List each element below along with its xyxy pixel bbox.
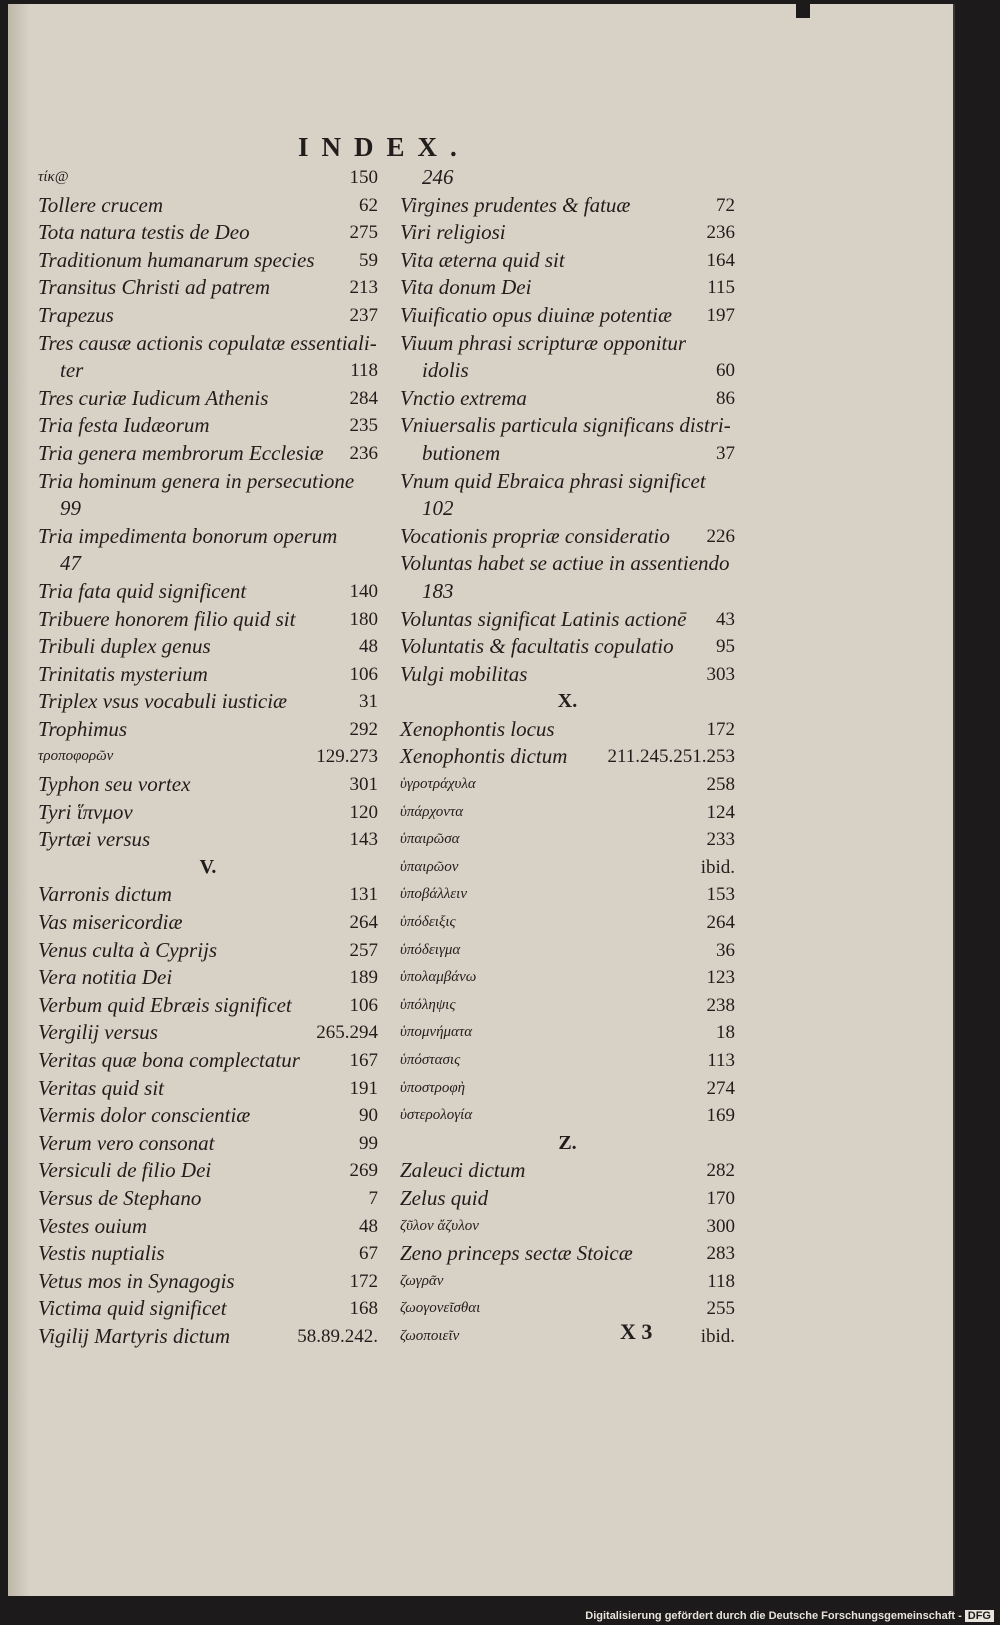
entry-text: Tres curiæ Iudicum Athenis: [38, 385, 269, 410]
index-entry: [400, 1102, 735, 1130]
entry-page-number: 264: [349, 912, 378, 934]
entry-page-number: 150: [349, 167, 378, 188]
index-column-right: [400, 164, 735, 1351]
entry-text: 99: [60, 496, 81, 521]
entry-page-number: 211.245.251.253: [607, 746, 735, 768]
index-entry: [400, 192, 735, 220]
entry-text: Vnum quid Ebraica phrasi significet: [400, 468, 706, 493]
entry-text: ὑπάρχοντα: [400, 803, 464, 820]
entry-text: Trinitatis mysterium: [38, 661, 208, 686]
entry-page-number: 124: [706, 801, 735, 823]
entry-page-number: 86: [716, 387, 735, 409]
index-entry: [38, 164, 378, 192]
entry-text: ὑποβάλλειν: [400, 886, 467, 903]
entry-text: 47: [60, 551, 81, 576]
index-entry: [400, 826, 735, 854]
index-entry: [400, 1268, 735, 1296]
index-entry: [38, 192, 378, 220]
entry-text: Voluntas habet se actiue in assentiendo: [400, 551, 730, 576]
entry-page-number: 235: [349, 415, 378, 437]
entry-text: Veritas quid sit: [38, 1075, 165, 1100]
index-entry: [400, 1157, 735, 1185]
entry-text: Vniuersalis particula significans distri-: [400, 413, 731, 438]
entry-text: Varronis dictum: [38, 882, 172, 907]
entry-text: Zelus quid: [400, 1185, 489, 1210]
entry-text: Voluntatis & facultatis copulatio: [400, 634, 674, 659]
entry-page-number: 180: [349, 608, 378, 630]
entry-page-number: 172: [706, 718, 735, 740]
entry-text: Tria genera membrorum Ecclesiæ: [38, 440, 324, 465]
entry-page-number: 58.89.242.: [297, 1325, 378, 1347]
index-entry: [38, 1075, 378, 1103]
entry-page-number: 274: [706, 1077, 735, 1099]
entry-text: ὑπαιρῶον: [400, 858, 459, 875]
index-entry: [400, 1075, 735, 1103]
index-entry: [400, 468, 735, 496]
index-entry: [38, 716, 378, 744]
entry-page-number: 131: [349, 884, 378, 906]
entry-page-number: 213: [349, 277, 378, 299]
entry-text: Trapezus: [38, 302, 114, 327]
entry-page-number: 106: [349, 994, 378, 1016]
entry-text: ὑπολαμβάνω: [400, 969, 477, 986]
index-entry: [400, 440, 735, 468]
index-entry: [38, 1019, 378, 1047]
index-entry: [38, 385, 378, 413]
entry-page-number: 226: [706, 525, 735, 547]
dfg-footer-text: Digitalisierung gefördert durch die Deutsche Forschungsgemeinschaft -: [585, 1610, 962, 1622]
entry-page-number: 62: [359, 194, 378, 216]
index-entry: [38, 881, 378, 909]
index-entry: [38, 468, 378, 496]
index-entry: [38, 247, 378, 275]
entry-text: ζῦλον ἄζυλον: [400, 1217, 479, 1234]
entry-page-number: 170: [706, 1187, 735, 1209]
index-entry: [400, 1213, 735, 1241]
entry-text: Veritas quæ bona complectatur: [38, 1048, 300, 1072]
page-corner-tab: [796, 4, 810, 18]
entry-page-number: 191: [349, 1077, 378, 1099]
index-header: INDEX.: [298, 132, 470, 162]
index-entry: [400, 1240, 735, 1268]
entry-text: Verbum quid Ebræis significet: [38, 992, 292, 1017]
entry-text: Venus culta à Cyprijs: [38, 937, 218, 962]
index-entry: [400, 219, 735, 247]
entry-text: Voluntas significat Latinis actionē: [400, 606, 687, 631]
index-entry: [38, 633, 378, 661]
entry-text: Virgines prudentes & fatuæ: [400, 192, 631, 217]
entry-text: Vulgi mobilitas: [400, 661, 528, 686]
entry-page-number: 72: [716, 194, 735, 216]
entry-text: X.: [557, 690, 578, 713]
entry-page-number: 59: [359, 249, 378, 271]
entry-page-number: 67: [359, 1243, 378, 1265]
index-entry: [400, 716, 735, 744]
entry-text: Versiculi de filio Dei: [38, 1158, 212, 1183]
entry-text: Xenophontis locus: [400, 716, 555, 741]
entry-text: Z.: [558, 1131, 577, 1154]
entry-page-number: 48: [359, 636, 378, 658]
index-entry: [38, 661, 378, 689]
entry-text: ὑπόδειγμα: [400, 941, 461, 958]
entry-text: Tria impedimenta bonorum operum: [38, 523, 338, 548]
entry-text: ζωογονεῖσθαι: [400, 1300, 481, 1317]
entry-text: 102: [422, 496, 454, 521]
index-entry: [400, 799, 735, 827]
entry-text: Tria festa Iudæorum: [38, 413, 210, 438]
entry-text: τίκ@: [38, 169, 69, 185]
entry-page-number: 18: [716, 1022, 735, 1044]
entry-page-number: 189: [349, 967, 378, 989]
entry-text: Viuificatio opus diuinæ potentiæ: [400, 302, 673, 327]
entry-text: Tres causæ actionis copulatæ essentiali-: [38, 330, 377, 355]
entry-text: Traditionum humanarum species: [38, 247, 315, 272]
index-entry: [38, 219, 378, 247]
index-entry: [38, 992, 378, 1020]
book-page: [8, 4, 955, 1596]
entry-page-number: 269: [349, 1160, 378, 1182]
index-entry: [38, 1240, 378, 1268]
entry-text: Tria fata quid significent: [38, 578, 247, 603]
entry-page-number: 37: [716, 442, 735, 464]
entry-text: τροποφορῶν: [38, 748, 114, 765]
entry-text: 246: [422, 165, 454, 189]
entry-page-number: 113: [707, 1050, 735, 1071]
entry-page-number: 233: [706, 829, 735, 851]
entry-page-number: 140: [349, 580, 378, 602]
entry-page-number: 284: [349, 387, 378, 409]
entry-page-number: 129.273: [316, 746, 378, 768]
index-entry: [38, 495, 378, 523]
entry-text: ὑστερολογία: [400, 1107, 473, 1124]
entry-page-number: 95: [716, 636, 735, 658]
entry-text: Vita donum Dei: [400, 275, 532, 300]
index-entry: [400, 385, 735, 413]
index-entry: [400, 992, 735, 1020]
index-entry: [400, 743, 735, 771]
index-entry: [400, 771, 735, 799]
index-entry: [400, 578, 735, 606]
entry-text: Zaleuci dictum: [400, 1158, 526, 1183]
index-entry: [400, 550, 735, 578]
entry-text: ὑπόστασις: [400, 1052, 461, 1068]
index-entry: [38, 1157, 378, 1185]
index-entry: [38, 1185, 378, 1213]
index-entry: [400, 661, 735, 689]
index-entry: [400, 247, 735, 275]
index-entry: [38, 550, 378, 578]
entry-text: V.: [199, 855, 217, 878]
entry-page-number: 99: [359, 1132, 378, 1154]
index-entry: [38, 1268, 378, 1296]
entry-page-number: 236: [349, 442, 378, 464]
index-entry: [400, 357, 735, 385]
entry-page-number: 275: [349, 222, 378, 244]
index-entry: [400, 523, 735, 551]
entry-text: ter: [60, 358, 84, 383]
index-entry: [38, 1102, 378, 1130]
index-entry: [38, 412, 378, 440]
entry-text: idolis: [422, 358, 469, 383]
entry-page-number: 300: [706, 1215, 735, 1237]
index-entry: [38, 1130, 378, 1158]
index-entry: [38, 274, 378, 302]
entry-page-number: 236: [706, 222, 735, 244]
index-entry: [38, 330, 378, 358]
entry-page-number: 257: [349, 939, 378, 961]
index-entry: [38, 606, 378, 634]
index-entry: [38, 964, 378, 992]
entry-page-number: 237: [349, 304, 378, 326]
entry-text: ὑπόδειξις: [400, 914, 456, 931]
signature-mark: X 3: [620, 1319, 653, 1344]
entry-text: Triplex vsus vocabuli iusticiæ: [38, 689, 288, 714]
section-letter: [38, 854, 378, 882]
index-entry: [400, 881, 735, 909]
section-letter: [400, 688, 735, 716]
index-entry: [400, 606, 735, 634]
entry-page-number: 283: [706, 1243, 735, 1265]
index-entry: [38, 578, 378, 606]
index-entry: [38, 688, 378, 716]
index-entry: [400, 964, 735, 992]
entry-text: ὑποστροφὴ: [400, 1079, 466, 1096]
index-entry: [38, 357, 378, 385]
entry-text: Trophimus: [38, 716, 128, 741]
entry-page-number: 167: [349, 1050, 378, 1071]
entry-text: ζωοποιεῖν: [400, 1327, 460, 1344]
index-entry: [38, 302, 378, 330]
entry-text: Verum vero consonat: [38, 1130, 215, 1155]
entry-page-number: 301: [349, 774, 378, 796]
entry-text: Vera notitia Dei: [38, 965, 173, 990]
index-entry: [38, 799, 378, 827]
dfg-footer: [585, 1610, 994, 1622]
index-entry: [400, 274, 735, 302]
index-entry: [38, 937, 378, 965]
entry-text: Tollere crucem: [38, 192, 164, 217]
index-entry: [400, 909, 735, 937]
entry-page-number: 265.294: [316, 1022, 378, 1044]
index-entry: [400, 1047, 735, 1075]
entry-text: Vestes ouium: [38, 1213, 148, 1238]
entry-text: Vocationis propriæ consideratio: [400, 523, 670, 548]
entry-text: Vermis dolor conscientiæ: [38, 1103, 251, 1128]
index-entry: [400, 495, 735, 523]
entry-text: Vita æterna quid sit: [400, 247, 565, 272]
entry-text: Tribuere honorem filio quid sit: [38, 606, 296, 631]
entry-text: Tota natura testis de Deo: [38, 220, 250, 245]
entry-text: Transitus Christi ad patrem: [38, 275, 271, 300]
entry-page-number: 282: [706, 1160, 735, 1182]
entry-page-number: 36: [716, 939, 735, 961]
entry-page-number: 168: [349, 1298, 378, 1320]
entry-page-number: 169: [706, 1105, 735, 1127]
entry-page-number: 90: [359, 1105, 378, 1127]
entry-page-number: 153: [706, 884, 735, 906]
entry-page-number: ibid.: [700, 1325, 735, 1347]
index-entry: [38, 1295, 378, 1323]
entry-page-number: 264: [706, 912, 735, 934]
entry-text: Zeno princeps sectæ Stoicæ: [400, 1241, 633, 1266]
entry-text: Vas misericordiæ: [38, 910, 183, 935]
index-entry: [38, 743, 378, 771]
section-letter: [400, 1130, 735, 1158]
index-entry: [400, 937, 735, 965]
entry-page-number: ibid.: [700, 856, 735, 878]
entry-page-number: 172: [349, 1270, 378, 1292]
entry-page-number: 238: [706, 994, 735, 1016]
entry-text: ὑπαιρῶσα: [400, 831, 460, 848]
index-entry: [400, 1185, 735, 1213]
index-entry: [38, 771, 378, 799]
index-entry: [400, 302, 735, 330]
index-column-left: [38, 164, 378, 1351]
entry-text: butionem: [422, 440, 501, 465]
index-entry: [38, 523, 378, 551]
entry-page-number: 48: [359, 1215, 378, 1237]
entry-text: Victima quid significet: [38, 1296, 227, 1321]
entry-page-number: 143: [349, 829, 378, 851]
entry-text: Tria hominum genera in persecutione: [38, 468, 355, 493]
entry-page-number: 120: [349, 801, 378, 823]
entry-text: ὑπόληψις: [400, 996, 456, 1013]
entry-page-number: 7: [368, 1187, 378, 1209]
entry-page-number: 60: [716, 360, 735, 382]
entry-text: 183: [422, 578, 454, 603]
index-entry: [38, 1047, 378, 1075]
index-entry: [400, 1295, 735, 1323]
entry-text: Tyrtæi versus: [38, 827, 151, 852]
entry-text: Viri religiosi: [400, 220, 506, 245]
entry-text: Typhon seu vortex: [38, 772, 191, 797]
entry-page-number: 106: [349, 663, 378, 685]
entry-page-number: 303: [706, 663, 735, 685]
index-entry: [400, 633, 735, 661]
entry-text: Xenophontis dictum: [400, 744, 568, 769]
dfg-logo: DFG: [965, 1610, 994, 1622]
index-entry: [38, 1213, 378, 1241]
entry-page-number: 164: [706, 249, 735, 271]
entry-page-number: 123: [706, 967, 735, 989]
entry-page-number: 292: [349, 718, 378, 740]
entry-page-number: 118: [350, 360, 378, 382]
index-entry: [400, 1323, 735, 1351]
entry-text: Vigilij Martyris dictum: [38, 1323, 231, 1348]
index-entry: [400, 330, 735, 358]
entry-text: Viuum phrasi scripturæ opponitur: [400, 330, 687, 355]
entry-page-number: 31: [359, 691, 378, 713]
entry-text: Versus de Stephano: [38, 1185, 202, 1210]
index-entry: [38, 440, 378, 468]
index-entry: [400, 164, 735, 192]
entry-page-number: 258: [706, 774, 735, 796]
entry-text: ὑπομνήματα: [400, 1024, 473, 1041]
entry-page-number: 115: [707, 277, 735, 299]
entry-text: ὑγροτράχυλα: [400, 776, 476, 793]
index-entry: [38, 1323, 378, 1351]
entry-page-number: 43: [716, 608, 735, 630]
index-entry: [400, 854, 735, 882]
entry-text: Vnctio extrema: [400, 385, 527, 410]
entry-text: Vestis nuptialis: [38, 1241, 165, 1266]
entry-text: Tyri ἵπνμον: [38, 799, 133, 824]
index-entry: [400, 412, 735, 440]
entry-text: ζωγρᾶν: [400, 1272, 444, 1289]
index-entry: [38, 826, 378, 854]
entry-text: Vetus mos in Synagogis: [38, 1268, 235, 1293]
entry-text: Tribuli duplex genus: [38, 634, 211, 659]
entry-page-number: 255: [706, 1298, 735, 1320]
index-entry: [38, 909, 378, 937]
entry-text: Vergilij versus: [38, 1020, 158, 1045]
index-entry: [400, 1019, 735, 1047]
entry-page-number: 197: [706, 304, 735, 326]
entry-page-number: 118: [707, 1270, 735, 1292]
page-edge-shadow: [8, 4, 30, 1596]
